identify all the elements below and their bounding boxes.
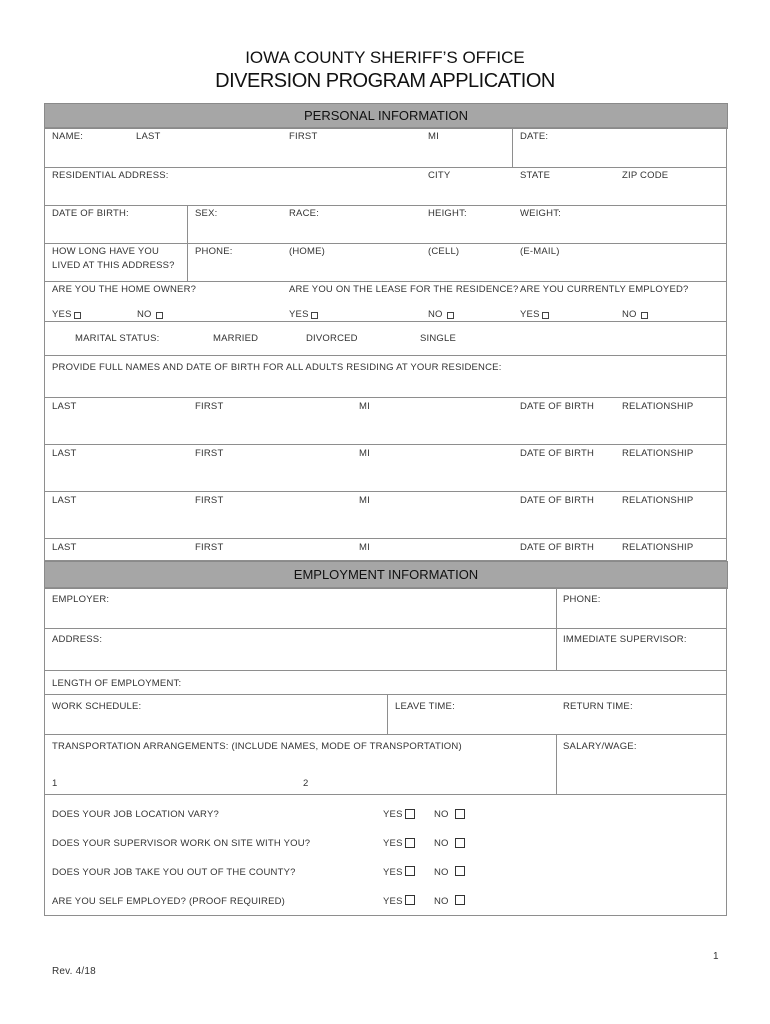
phone-cell-label: (CELL) [428,246,460,257]
adult-3-first: FIRST [195,495,224,506]
q-supervisor-onsite: DOES YOUR SUPERVISOR WORK ON SITE WITH YOU? [52,838,311,849]
adult-4-mi: MI [359,542,370,553]
q-vary-yes-label: YES [383,809,403,820]
adult-1-relationship: RELATIONSHIP [622,401,694,412]
leave-time-label: LEAVE TIME: [395,701,455,712]
adult-4-last: LAST [52,542,77,553]
home-owner-question: ARE YOU THE HOME OWNER? [52,284,197,295]
work-schedule-label: WORK SCHEDULE: [52,701,142,712]
city-label: CITY [428,170,451,181]
adult-4-relationship: RELATIONSHIP [622,542,694,553]
height-label: HEIGHT: [428,208,467,219]
adult-2-dob: DATE OF BIRTH [520,448,595,459]
employed-yes-checkbox[interactable] [542,312,549,319]
adult-3-dob: DATE OF BIRTH [520,495,595,506]
q-county-yes-label: YES [383,867,403,878]
transport-item-1: 1 [52,778,58,789]
adult-1-dob: DATE OF BIRTH [520,401,595,412]
transportation-label: TRANSPORTATION ARRANGEMENTS: (INCLUDE NAMES, MODE OF TRANSPORTATION) [52,741,462,752]
q-supervisor-yes-label: YES [383,838,403,849]
adult-2-mi: MI [359,448,370,459]
weight-label: WEIGHT: [520,208,561,219]
marital-divorced-option[interactable]: DIVORCED [306,333,358,344]
page-number: 1 [713,951,719,962]
adult-3-relationship: RELATIONSHIP [622,495,694,506]
employer-phone-label: PHONE: [563,594,601,605]
q-vary-yes-checkbox[interactable] [405,809,415,819]
marital-single-option[interactable]: SINGLE [420,333,457,344]
adult-4-first: FIRST [195,542,224,553]
q-supervisor-no-checkbox[interactable] [455,838,465,848]
salary-label: SALARY/WAGE: [563,741,637,752]
q-vary-no-label: NO [434,809,449,820]
how-long-label-line1: HOW LONG HAVE YOU [52,246,160,257]
name-label: NAME: [52,131,84,142]
adult-2-last: LAST [52,448,77,459]
q-out-of-county: DOES YOUR JOB TAKE YOU OUT OF THE COUNTY? [52,867,296,878]
date-label: DATE: [520,131,549,142]
q-self-no-label: NO [434,896,449,907]
agency-title: IOWA COUNTY SHERIFF’S OFFICE [245,48,525,67]
name-mi-label: MI [428,131,439,142]
home-owner-yes-label: YES [52,309,72,320]
dob-label: DATE OF BIRTH: [52,208,129,219]
lease-yes-checkbox[interactable] [311,312,318,319]
employment-section-header [44,561,728,589]
phone-label: PHONE: [195,246,233,257]
q-self-no-checkbox[interactable] [455,895,465,905]
phone-home-label: (HOME) [289,246,326,257]
q-county-no-checkbox[interactable] [455,866,465,876]
name-last-label: LAST [136,131,161,142]
q-supervisor-no-label: NO [434,838,449,849]
lease-question: ARE YOU ON THE LEASE FOR THE RESIDENCE? [289,284,519,295]
q-supervisor-yes-checkbox[interactable] [405,838,415,848]
employed-no-label: NO [622,309,637,320]
revision-label: Rev. 4/18 [52,966,96,977]
lease-yes-label: YES [289,309,309,320]
lease-no-label: NO [428,309,443,320]
email-label: (E-MAIL) [520,246,560,257]
employed-yes-label: YES [520,309,540,320]
q-county-no-label: NO [434,867,449,878]
adult-1-last: LAST [52,401,77,412]
adult-1-first: FIRST [195,401,224,412]
q-county-yes-checkbox[interactable] [405,866,415,876]
personal-section-title: PERSONAL INFORMATION [304,108,468,123]
q-self-yes-label: YES [383,896,403,907]
sex-label: SEX: [195,208,218,219]
return-time-label: RETURN TIME: [563,701,633,712]
form-title: DIVERSION PROGRAM APPLICATION [215,70,555,92]
adult-3-mi: MI [359,495,370,506]
q-job-location-vary: DOES YOUR JOB LOCATION VARY? [52,809,219,820]
adult-4-dob: DATE OF BIRTH [520,542,595,553]
employed-no-checkbox[interactable] [641,312,648,319]
marital-married-option[interactable]: MARRIED [213,333,259,344]
q-vary-no-checkbox[interactable] [455,809,465,819]
home-owner-no-label: NO [137,309,152,320]
employer-label: EMPLOYER: [52,594,110,605]
adult-1-mi: MI [359,401,370,412]
q-self-employed: ARE YOU SELF EMPLOYED? (PROOF REQUIRED) [52,896,286,907]
employed-question: ARE YOU CURRENTLY EMPLOYED? [520,284,689,295]
transport-item-2: 2 [303,778,309,789]
how-long-label-line2: LIVED AT THIS ADDRESS? [52,260,175,271]
supervisor-label: IMMEDIATE SUPERVISOR: [563,634,687,645]
adults-prompt: PROVIDE FULL NAMES AND DATE OF BIRTH FOR ALL ADULTS RESIDING AT YOUR RESIDENCE: [52,362,502,373]
adult-2-relationship: RELATIONSHIP [622,448,694,459]
lease-no-checkbox[interactable] [447,312,454,319]
length-employment-label: LENGTH OF EMPLOYMENT: [52,678,182,689]
state-label: STATE [520,170,551,181]
home-owner-yes-checkbox[interactable] [74,312,81,319]
adult-3-last: LAST [52,495,77,506]
zip-label: ZIP CODE [622,170,669,181]
marital-status-label: MARITAL STATUS: [75,333,160,344]
home-owner-no-checkbox[interactable] [156,312,163,319]
employment-section-title: EMPLOYMENT INFORMATION [293,567,479,582]
employer-address-label: ADDRESS: [52,634,103,645]
race-label: RACE: [289,208,320,219]
personal-section-header [44,103,728,129]
name-first-label: FIRST [289,131,318,142]
adult-2-first: FIRST [195,448,224,459]
q-self-yes-checkbox[interactable] [405,895,415,905]
residential-address-label: RESIDENTIAL ADDRESS: [52,170,169,181]
